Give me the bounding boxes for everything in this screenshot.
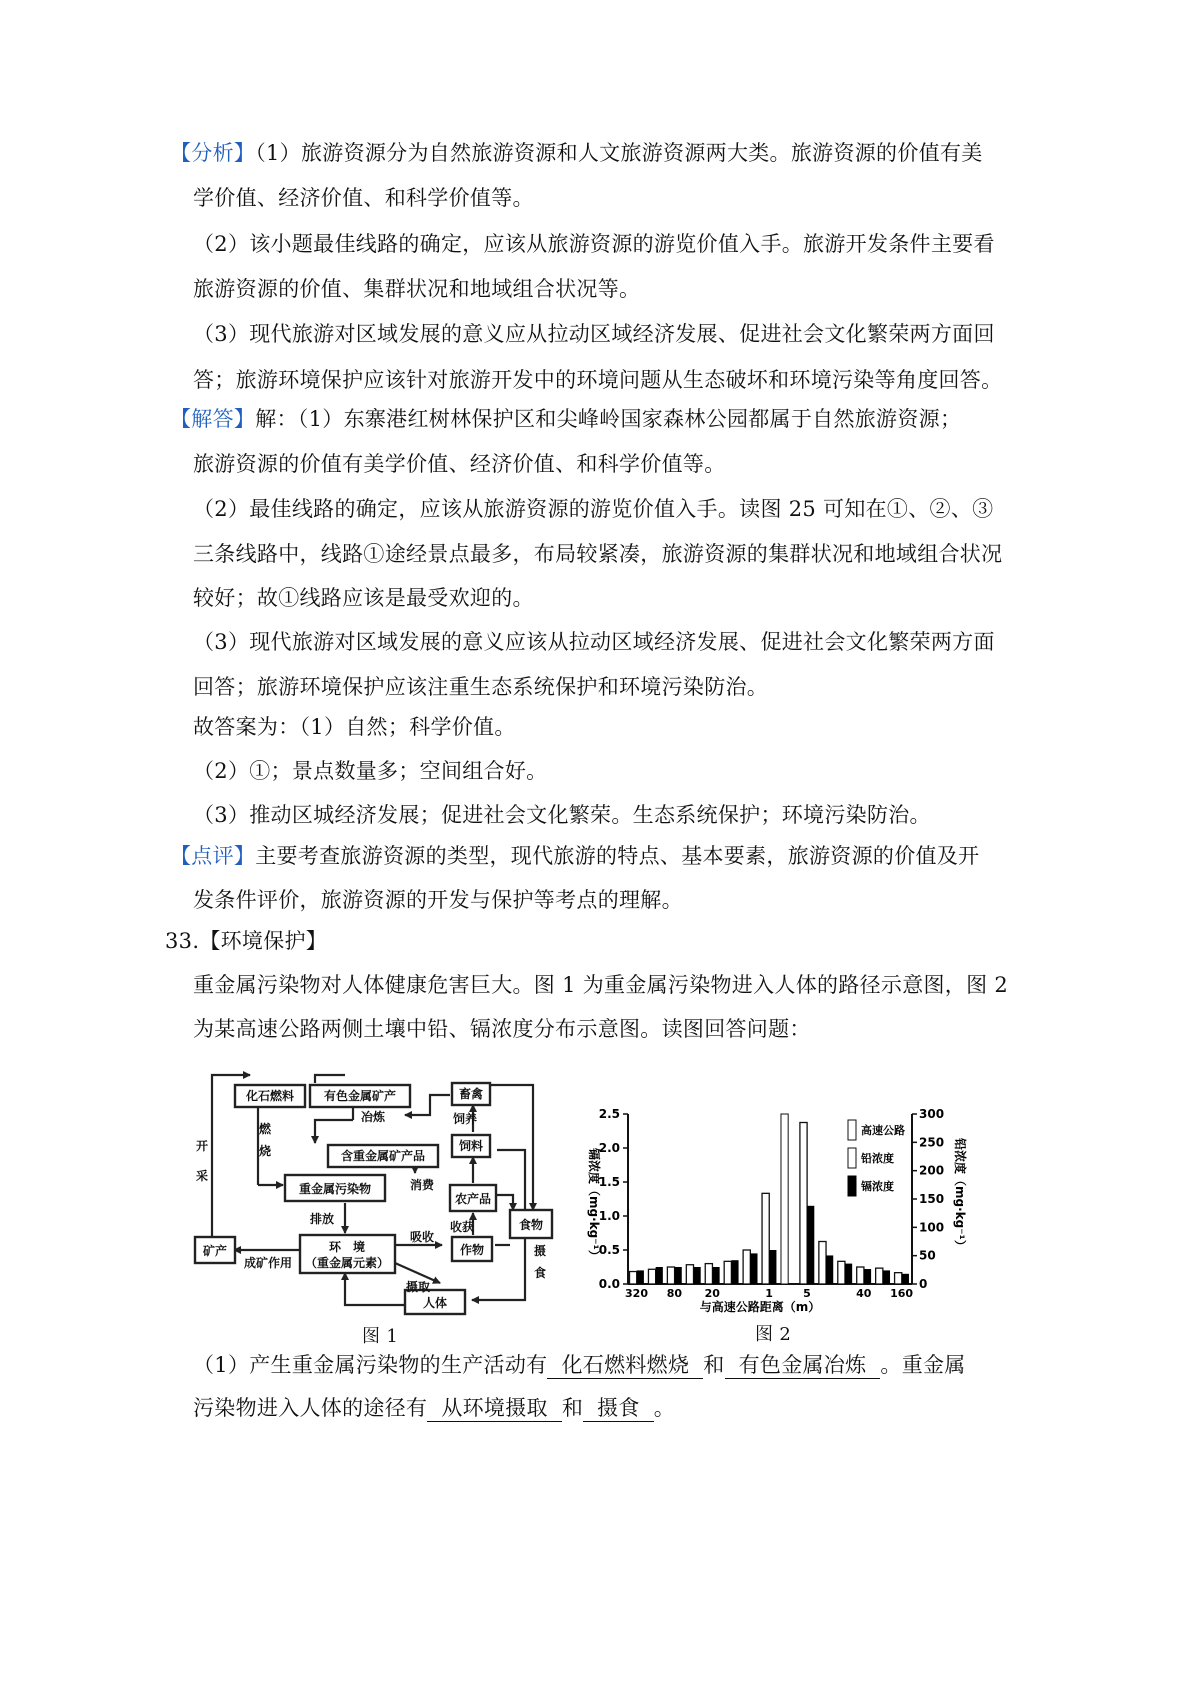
- paragraph-line: [170, 841, 979, 871]
- x-axis-label: 与高速公路距离（m）: [699, 1300, 821, 1314]
- node-crop: 作物: [459, 1243, 485, 1257]
- highway-bar: [781, 1114, 788, 1284]
- x-tick-label: 5: [803, 1287, 811, 1300]
- cadmium-bar: [883, 1270, 890, 1284]
- cadmium-bar: [731, 1260, 738, 1284]
- paragraph-line: [193, 885, 683, 915]
- paragraph-line: [193, 583, 534, 613]
- cadmium-bar: [637, 1270, 644, 1284]
- subquestion-1-line2: 污染物进入人体的途径有 从环境摄取 和 摄食 。: [193, 1396, 676, 1420]
- edge-eat-2: 食: [533, 1266, 547, 1280]
- paragraph-line: [193, 449, 726, 479]
- paragraph-line: [193, 712, 516, 742]
- edge-eat-1: 摄: [533, 1244, 547, 1258]
- question-intro-line1: 重金属污染物对人体健康危害巨大。图 1 为重金属污染物进入人体的路径示意图，图 2: [193, 973, 1009, 997]
- edge-ingest: 摄取: [405, 1280, 431, 1294]
- node-food: 食物: [518, 1218, 544, 1232]
- paragraph-text: （2）最佳线路的确定，应该从旅游资源的游览价值入手。读图 25 可知在①、②、③: [193, 497, 994, 521]
- edge-burn-2: 烧: [258, 1144, 272, 1158]
- lead-bar: [648, 1269, 655, 1284]
- legend-swatch: [848, 1120, 856, 1140]
- figure1-pathway-diagram: [190, 1055, 560, 1335]
- node-agri: 农产品: [454, 1192, 492, 1206]
- paragraph-text: （3）现代旅游对区域发展的意义应该从拉动区域经济发展、促进社会文化繁荣两方面: [193, 630, 995, 654]
- answer-blank-3[interactable]: 从环境摄取: [427, 1395, 562, 1422]
- lead-bar: [630, 1272, 637, 1284]
- right-tick-label: 300: [919, 1107, 945, 1121]
- left-tick-label: 1.5: [598, 1175, 620, 1189]
- lead-bar: [857, 1267, 864, 1284]
- figure2-concentration-chart: [570, 1098, 970, 1318]
- question-intro-line2: 为某高速公路两侧土壤中铅、镉浓度分布示意图。读图回答问题：: [193, 1017, 811, 1041]
- edge-consume: 消费: [409, 1178, 435, 1192]
- left-tick-label: 0.0: [598, 1277, 620, 1291]
- x-tick-label: 320: [625, 1287, 649, 1300]
- paragraph-text: （2）该小题最佳线路的确定，应该从旅游资源的游览价值入手。旅游开发条件主要看: [193, 232, 995, 256]
- lead-bar: [724, 1261, 731, 1284]
- cadmium-bar: [675, 1267, 682, 1284]
- cadmium-bar: [807, 1206, 814, 1284]
- paragraph-text: 旅游资源的价值、集群状况和地域组合状况等。: [193, 277, 641, 301]
- x-tick-label: 1: [765, 1287, 773, 1300]
- left-tick-label: 2.5: [598, 1107, 620, 1121]
- cadmium-bar: [826, 1255, 833, 1284]
- paragraph-text: 较好；故①线路应该是最受欢迎的。: [193, 586, 534, 610]
- cadmium-bar: [864, 1269, 871, 1284]
- paragraph-line: [170, 138, 983, 168]
- lead-bar: [819, 1242, 826, 1285]
- cadmium-bar: [694, 1267, 701, 1284]
- paragraph-text: 三条线路中，线路①途经景点最多，布局较紧凑，旅游资源的集群状况和地域组合状况: [193, 542, 1003, 566]
- cadmium-bar: [656, 1267, 663, 1284]
- paragraph-line: [193, 183, 534, 213]
- node-human: 人体: [422, 1296, 448, 1310]
- edge-smelt: 冶炼: [360, 1110, 386, 1124]
- paragraph-line: [193, 627, 995, 657]
- right-tick-label: 50: [919, 1248, 936, 1263]
- paragraph-line: [193, 229, 995, 259]
- left-axis-label: 镉浓度（mg·kg⁻¹）: [587, 1148, 601, 1262]
- paragraph-line: [193, 672, 768, 702]
- question-heading: [165, 926, 327, 956]
- answer-blank-1[interactable]: 化石燃料燃烧: [547, 1352, 703, 1379]
- edge-mining-1: 开: [195, 1139, 209, 1153]
- node-pollutant: 重金属污染物: [298, 1182, 372, 1196]
- legend-label: 高速公路: [861, 1124, 905, 1137]
- edge-burn-1: 燃: [258, 1122, 272, 1136]
- edge-emit: 排放: [309, 1212, 335, 1226]
- paragraph-text: （1）旅游资源分为自然旅游资源和人文旅游资源两大类。旅游资源的价值有美: [255, 141, 983, 165]
- right-tick-label: 100: [919, 1220, 945, 1235]
- paragraph-text: 故答案为：（1）自然；科学价值。: [193, 715, 516, 739]
- node-mineral: 矿产: [202, 1244, 228, 1258]
- right-tick-label: 250: [919, 1135, 945, 1150]
- x-tick-label: 80: [666, 1287, 683, 1300]
- subquestion-1-line1: （1）产生重金属污染物的生产活动有 化石燃料燃烧 和 有色金属冶炼 。重金属: [193, 1353, 966, 1377]
- node-feed: 饲料: [458, 1139, 484, 1153]
- paragraph-text: 解：（1）东寨港红树林保护区和尖峰岭国家森林公园都属于自然旅游资源；: [255, 407, 962, 431]
- right-tick-label: 0: [919, 1277, 928, 1291]
- node-env-line1: 环 境: [328, 1240, 366, 1254]
- paragraph-line: [170, 404, 961, 434]
- answer-blank-4[interactable]: 摄食: [583, 1395, 654, 1422]
- left-tick-label: 2.0: [598, 1141, 620, 1155]
- x-tick-label: 20: [704, 1287, 720, 1300]
- paragraph-line: [193, 319, 995, 349]
- paragraph-text: （2）①；景点数量多；空间组合好。: [193, 759, 548, 783]
- paragraph-text: （3）推动区城经济发展；促进社会文化繁荣。生态系统保护；环境污染防治。: [193, 803, 931, 827]
- left-tick-label: 1.0: [598, 1209, 620, 1223]
- right-tick-label: 150: [919, 1192, 945, 1206]
- paragraph-text: 旅游资源的价值有美学价值、经济价值、和科学价值等。: [193, 452, 726, 476]
- lead-bar: [838, 1261, 845, 1284]
- legend-label: 镉浓度: [861, 1180, 894, 1193]
- paragraph-text: 答；旅游环境保护应该针对旅游开发中的环境问题从生态破坏和环境污染等角度回答。: [193, 368, 1003, 392]
- legend-label: 铅浓度: [861, 1152, 894, 1165]
- left-tick-label: 0.5: [598, 1243, 620, 1257]
- node-livestock: 畜禽: [458, 1087, 484, 1101]
- legend-swatch: [848, 1176, 856, 1196]
- lead-bar: [686, 1265, 693, 1284]
- paragraph-line: [193, 365, 1002, 395]
- paragraph-line: [193, 494, 993, 524]
- edge-harvest: 收获: [449, 1220, 475, 1234]
- right-tick-label: 200: [919, 1163, 945, 1178]
- lead-bar: [743, 1250, 750, 1284]
- paragraph-text: 回答；旅游环境保护应该注重生态系统保护和环境污染防治。: [193, 675, 769, 699]
- paragraph-line: [193, 756, 547, 786]
- x-tick-label: 40: [856, 1287, 872, 1300]
- lead-bar: [895, 1273, 902, 1284]
- cadmium-bar: [769, 1250, 776, 1284]
- lead-bar: [705, 1264, 712, 1284]
- cadmium-bar: [845, 1264, 852, 1284]
- x-tick-label: 160: [890, 1287, 914, 1300]
- section-tag: 【分析】: [170, 141, 256, 165]
- question-number: 33.: [165, 929, 200, 953]
- node-env-line2: （重金属元素）: [304, 1256, 390, 1270]
- legend-swatch: [848, 1148, 856, 1168]
- cadmium-bar: [750, 1253, 757, 1284]
- paragraph-text: 发条件评价，旅游资源的开发与保护等考点的理解。: [193, 888, 683, 912]
- cadmium-bar: [712, 1267, 719, 1284]
- section-tag: 【点评】: [170, 844, 256, 868]
- right-axis-label: 铅浓度（mg·kg⁻¹）: [953, 1138, 967, 1252]
- paragraph-text: 主要考查旅游资源的类型，现代旅游的特点、基本要素，旅游资源的价值及开: [255, 844, 980, 868]
- node-ore: 有色金属矿产: [323, 1089, 397, 1103]
- edge-mining-2: 采: [195, 1169, 209, 1183]
- lead-bar: [667, 1267, 674, 1284]
- paragraph-line: [193, 539, 1002, 569]
- edge-breed: 饲养: [452, 1112, 478, 1126]
- paragraph-text: （3）现代旅游对区域发展的意义应从拉动区域经济发展、促进社会文化繁荣两方面回: [193, 322, 995, 346]
- question-title: 【环境保护】: [199, 929, 328, 953]
- edge-mineralize: 成矿作用: [243, 1256, 293, 1270]
- paragraph-line: [193, 800, 931, 830]
- answer-blank-2[interactable]: 有色金属冶炼: [725, 1352, 881, 1379]
- lead-bar: [876, 1268, 883, 1284]
- lead-bar: [800, 1123, 807, 1285]
- cadmium-bar: [902, 1274, 909, 1284]
- figure2-caption: 图 2: [755, 1324, 792, 1345]
- node-product: 含重金属矿产品: [340, 1149, 426, 1163]
- paragraph-line: [193, 274, 640, 304]
- figure1-caption: 图 1: [362, 1326, 399, 1347]
- edge-absorb: 吸收: [409, 1230, 435, 1244]
- section-tag: 【解答】: [170, 407, 256, 431]
- node-fossil: 化石燃料: [245, 1089, 295, 1103]
- paragraph-text: 学价值、经济价值、和科学价值等。: [193, 186, 534, 210]
- lead-bar: [762, 1193, 769, 1284]
